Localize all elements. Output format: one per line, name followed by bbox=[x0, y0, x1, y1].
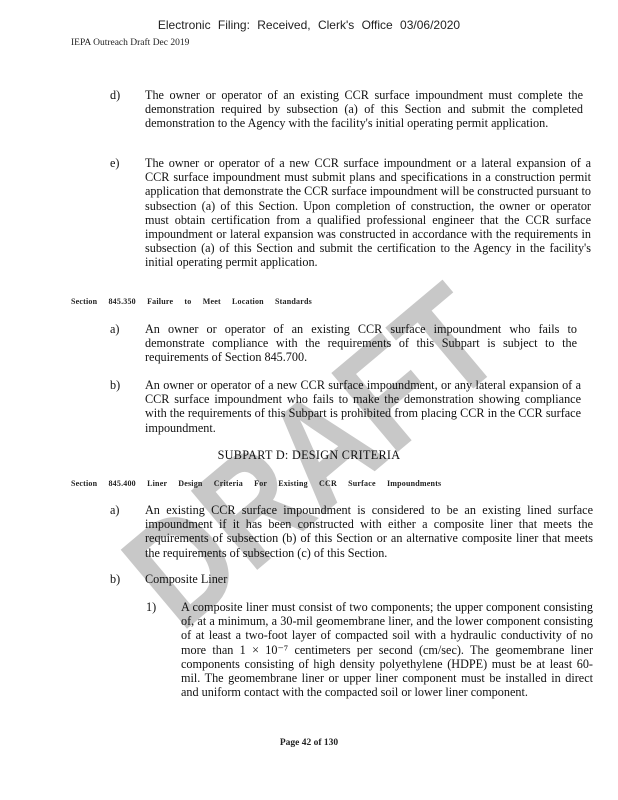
paragraph-label: b) bbox=[110, 378, 121, 392]
paragraph-text: An existing CCR surface impoundment is considered to be an existing lined surface impoundment if it has been constructed with either a composite liner that meets the requirements of subsection (b) of this Section or an alternative composite liner that meets the requirements of subsection (c) of this Section. bbox=[145, 503, 593, 560]
paragraph-text: The owner or operator of an existing CCR surface impoundment must complete the demonstration required by subsection (a) of this Section and submit the completed demonstration to the Agency with the facility's initial operating permit application. bbox=[145, 88, 583, 131]
paragraph-text: The owner or operator of a new CCR surface impoundment or a lateral expansion of a CCR surface impoundment must submit plans and specifications in a construction permit application that demonstrate the CCR surface impoundment will be constructed pursuant to subsection (a) of this Section. Upon completion of construction, the owner or operator must obtain certification from a qualified professional engineer that the CCR surface impoundment or lateral expansion was constructed in accordance with the requirements in subsection (a) of this Section and submit the certification to the Agency in the facility's initial operating permit application. bbox=[145, 156, 591, 270]
section-845-350-heading: Section 845.350 Failure to Meet Location Standards bbox=[71, 297, 312, 306]
section-845-400-heading: Section 845.400 Liner Design Criteria For Existing CCR Surface Impoundments bbox=[71, 479, 442, 488]
paragraph-text: An owner or operator of an existing CCR surface impoundment who fails to demonstrate compliance with the requirements of this Subpart is subject to the requirements of Section 845.700. bbox=[145, 322, 577, 365]
paragraph-text: A composite liner must consist of two components; the upper component consisting of, at a minimum, a 30-mil geomembrane liner, and the lower component consisting of at least a two-foot layer of compacted soil with a hydraulic conductivity of no more than 1 × 10⁻⁷ centimeters per second (cm/sec). The geomembrane liner components consisting of high density polyethylene (HDPE) must be at least 60-mil. The geomembrane liner or upper liner component must be installed in direct and uniform contact with the compacted soil or lower liner component. bbox=[181, 600, 593, 700]
svg-text:DRAFT: DRAFT bbox=[104, 268, 526, 652]
paragraph-label: d) bbox=[110, 88, 121, 102]
paragraph-label: 1) bbox=[146, 600, 157, 614]
paragraph-label: b) bbox=[110, 572, 121, 586]
paragraph-text: An owner or operator of a new CCR surface impoundment, or any lateral expansion of a CCR surface impoundment who fails to make the demonstration showing compliance with the requirements of this Subpart is prohibited from placing CCR in the CCR surface impoundment. bbox=[145, 378, 581, 435]
subpart-title: SUBPART D: DESIGN CRITERIA bbox=[217, 448, 401, 462]
paragraph-label: a) bbox=[110, 322, 120, 336]
draft-header: IEPA Outreach Draft Dec 2019 bbox=[71, 38, 190, 48]
filing-stamp: Electronic Filing: Received, Clerk's Office 03/06/2020 bbox=[157, 18, 461, 32]
paragraph-text: Composite Liner bbox=[145, 572, 228, 586]
page-number: Page 42 of 130 bbox=[279, 738, 339, 748]
paragraph-label: a) bbox=[110, 503, 120, 517]
paragraph-label: e) bbox=[110, 156, 120, 170]
